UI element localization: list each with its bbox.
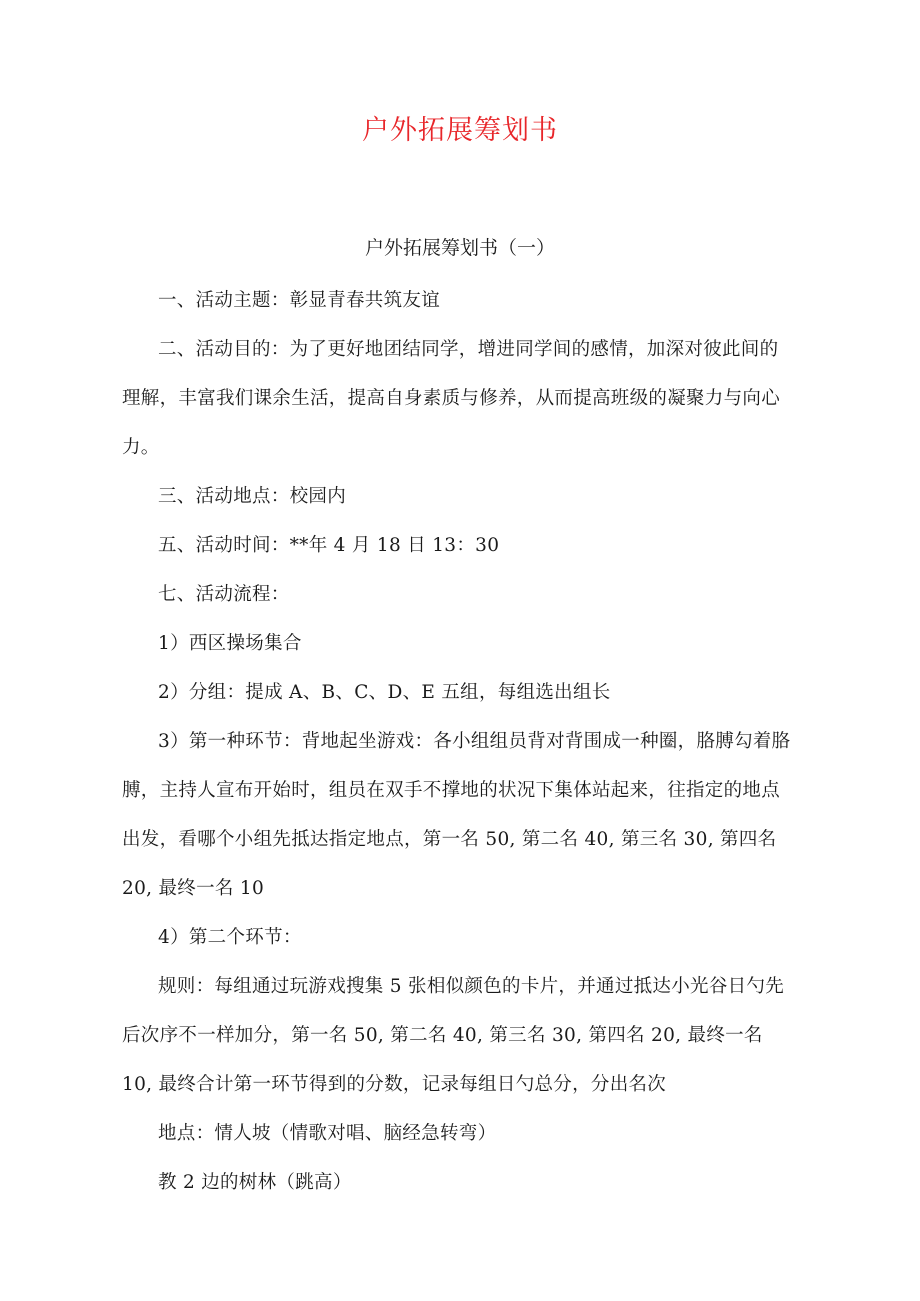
paragraph-process-heading: 七、活动流程： [158, 584, 290, 605]
paragraph-purpose: 二、活动目的：为了更好地团结同学，增进同学间的感情，加深对彼此间的理解，丰富我们课余生活，提高自身素质与修养，从而提高班级的凝聚力与向心力。 [122, 339, 781, 458]
document-body [122, 276, 792, 1207]
paragraph-step-2: 2）分组：提成 A、B、C、D、E 五组，每组选出组长 [158, 682, 611, 703]
paragraph-step-1: 1）西区操场集合 [158, 633, 302, 654]
paragraph-time: 五、活动时间：**年 4 月 18 日 13：30 [158, 535, 500, 556]
document-title: 户外拓展筹划书 [362, 115, 558, 146]
paragraph-theme: 一、活动主题：彰显青春共筑友谊 [158, 290, 441, 311]
paragraph-location: 三、活动地点：校园内 [158, 486, 347, 507]
paragraph-step-4: 4）第二个环节： [158, 927, 302, 948]
paragraph-place: 地点：情人坡（情歌对唱、脑经急转弯） [158, 1123, 497, 1144]
paragraph-rules: 规则：每组通过玩游戏搜集 5 张相似颜色的卡片，并通过抵达小光谷日勺先后次序不一样加分，第一名 50, 第二名 40, 第三名 30, 第四名 20, 最终一名 10, 最终合计第一环节得到的分数，记录每组日勺总分，分出名次 [122, 976, 785, 1095]
section-title: 户外拓展筹划书（一） [364, 237, 555, 259]
paragraph-place-2: 教 2 边的树林（跳高） [158, 1172, 352, 1193]
paragraph-step-3: 3）第一种环节：背地起坐游戏：各小组组员背对背围成一种圈，胳膊勾着胳膊，主持人宣布开始时，组员在双手不撑地的状况下集体站起来，往指定的地点出发，看哪个小组先抵达指定地点，第一名 50, 第二名 40, 第三名 30, 第四名 20, 最终一名 10 [122, 731, 791, 899]
